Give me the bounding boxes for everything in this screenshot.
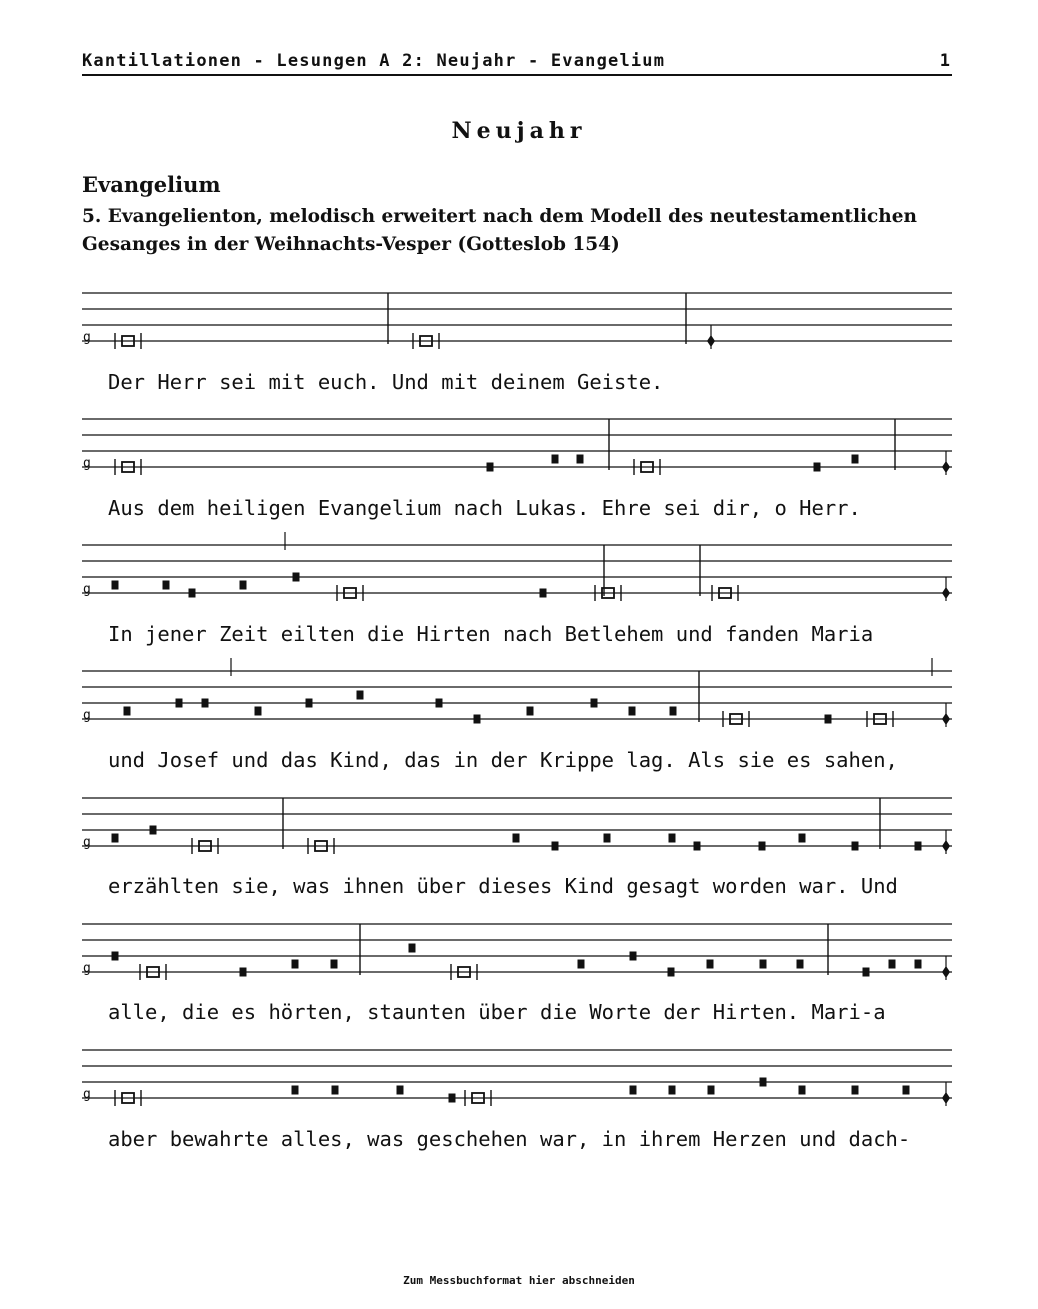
clef-icon: g [83, 961, 91, 976]
note-icon [630, 952, 637, 961]
note-icon [814, 463, 821, 472]
final-note-icon [942, 703, 950, 727]
section-title: Evangelium [82, 172, 221, 197]
note-icon [629, 707, 636, 716]
note-icon [292, 1086, 299, 1095]
note-icon [708, 1086, 715, 1095]
header-title: Kantillationen - Lesungen A 2: Neujahr - Evangelium [82, 51, 666, 71]
note-icon [552, 455, 559, 464]
note-icon [760, 960, 767, 969]
clef-icon: g [83, 582, 91, 597]
note-icon [707, 960, 714, 969]
note-icon [513, 834, 520, 843]
note-icon [604, 834, 611, 843]
note-icon [255, 707, 262, 716]
note-icon [397, 1086, 404, 1095]
lyric-line-3: In jener Zeit eilten die Hirten nach Betlehem und fanden Maria [108, 622, 874, 646]
note-icon [436, 699, 443, 708]
note-icon [852, 842, 859, 851]
page-header [82, 48, 952, 76]
note-icon [669, 1086, 676, 1095]
note-icon [630, 1086, 637, 1095]
note-icon [799, 834, 806, 843]
note-icon [694, 842, 701, 851]
page-number: 1 [939, 51, 950, 71]
note-icon [163, 581, 170, 590]
note-icon [449, 1094, 456, 1103]
staff-3 [80, 544, 954, 614]
note-icon [176, 699, 183, 708]
footer-note: Zum Messbuchformat hier abschneiden [403, 1274, 635, 1287]
staff-4 [80, 670, 954, 740]
note-icon [852, 1086, 859, 1095]
note-icon [591, 699, 598, 708]
note-icon [578, 960, 585, 969]
note-icon [292, 960, 299, 969]
lyric-line-1: Der Herr sei mit euch. Und mit deinem Geiste. [108, 370, 664, 394]
staff-2 [80, 418, 954, 488]
note-icon [527, 707, 534, 716]
note-icon [240, 968, 247, 977]
note-icon [552, 842, 559, 851]
note-icon [202, 699, 209, 708]
clef-icon: g [83, 835, 91, 850]
clef-icon: g [83, 456, 91, 471]
note-icon [331, 960, 338, 969]
lyric-line-7: aber bewahrte alles, was geschehen war, in ihrem Herzen und dach- [108, 1127, 911, 1151]
note-icon [577, 455, 584, 464]
note-icon [903, 1086, 910, 1095]
note-icon [240, 581, 247, 590]
note-icon [112, 581, 119, 590]
note-icon [670, 707, 677, 716]
note-icon [150, 826, 157, 835]
final-note-icon [942, 577, 950, 601]
note-icon [112, 834, 119, 843]
note-icon [915, 960, 922, 969]
note-icon [889, 960, 896, 969]
note-icon [409, 944, 416, 953]
final-note-icon [942, 1082, 950, 1106]
note-icon [357, 691, 364, 700]
page-heading: Neujahr [451, 118, 587, 144]
final-note-icon [942, 830, 950, 854]
note-icon [124, 707, 131, 716]
note-icon [825, 715, 832, 724]
note-icon [799, 1086, 806, 1095]
lyric-line-4: und Josef und das Kind, das in der Krippe lag. Als sie es sahen, [108, 748, 898, 772]
note-icon [797, 960, 804, 969]
note-icon [189, 589, 196, 598]
note-icon [915, 842, 922, 851]
note-icon [852, 455, 859, 464]
final-note-icon [942, 451, 950, 475]
lyric-line-2: Aus dem heiligen Evangelium nach Lukas. Ehre sei dir, o Herr. [108, 496, 861, 520]
staff-5 [80, 797, 954, 867]
note-icon [293, 573, 300, 582]
staff-7 [80, 1049, 954, 1119]
note-icon [112, 952, 119, 961]
lyric-line-6: alle, die es hörten, staunten über die Worte der Hirten. Mari-a [108, 1000, 886, 1024]
note-icon [669, 834, 676, 843]
note-icon [306, 699, 313, 708]
lyric-line-5: erzählten sie, was ihnen über dieses Kind gesagt worden war. Und [108, 874, 898, 898]
note-icon [332, 1086, 339, 1095]
note-icon [863, 968, 870, 977]
clef-icon: g [83, 330, 91, 345]
note-icon [540, 589, 547, 598]
note-icon [474, 715, 481, 724]
staff-1 [80, 292, 954, 362]
note-icon [759, 842, 766, 851]
subtitle: 5. Evangelienton, melodisch erweitert nach dem Modell des neutestamentlichen Gesanges in der Weihnachts-Vesper (Gotteslob 154) [82, 206, 917, 255]
final-note-icon [942, 956, 950, 980]
note-icon [487, 463, 494, 472]
staff-6 [80, 923, 954, 993]
clef-icon: g [83, 1087, 91, 1102]
note-icon [668, 968, 675, 977]
final-note-icon [707, 325, 715, 349]
clef-icon: g [83, 708, 91, 723]
note-icon [760, 1078, 767, 1087]
